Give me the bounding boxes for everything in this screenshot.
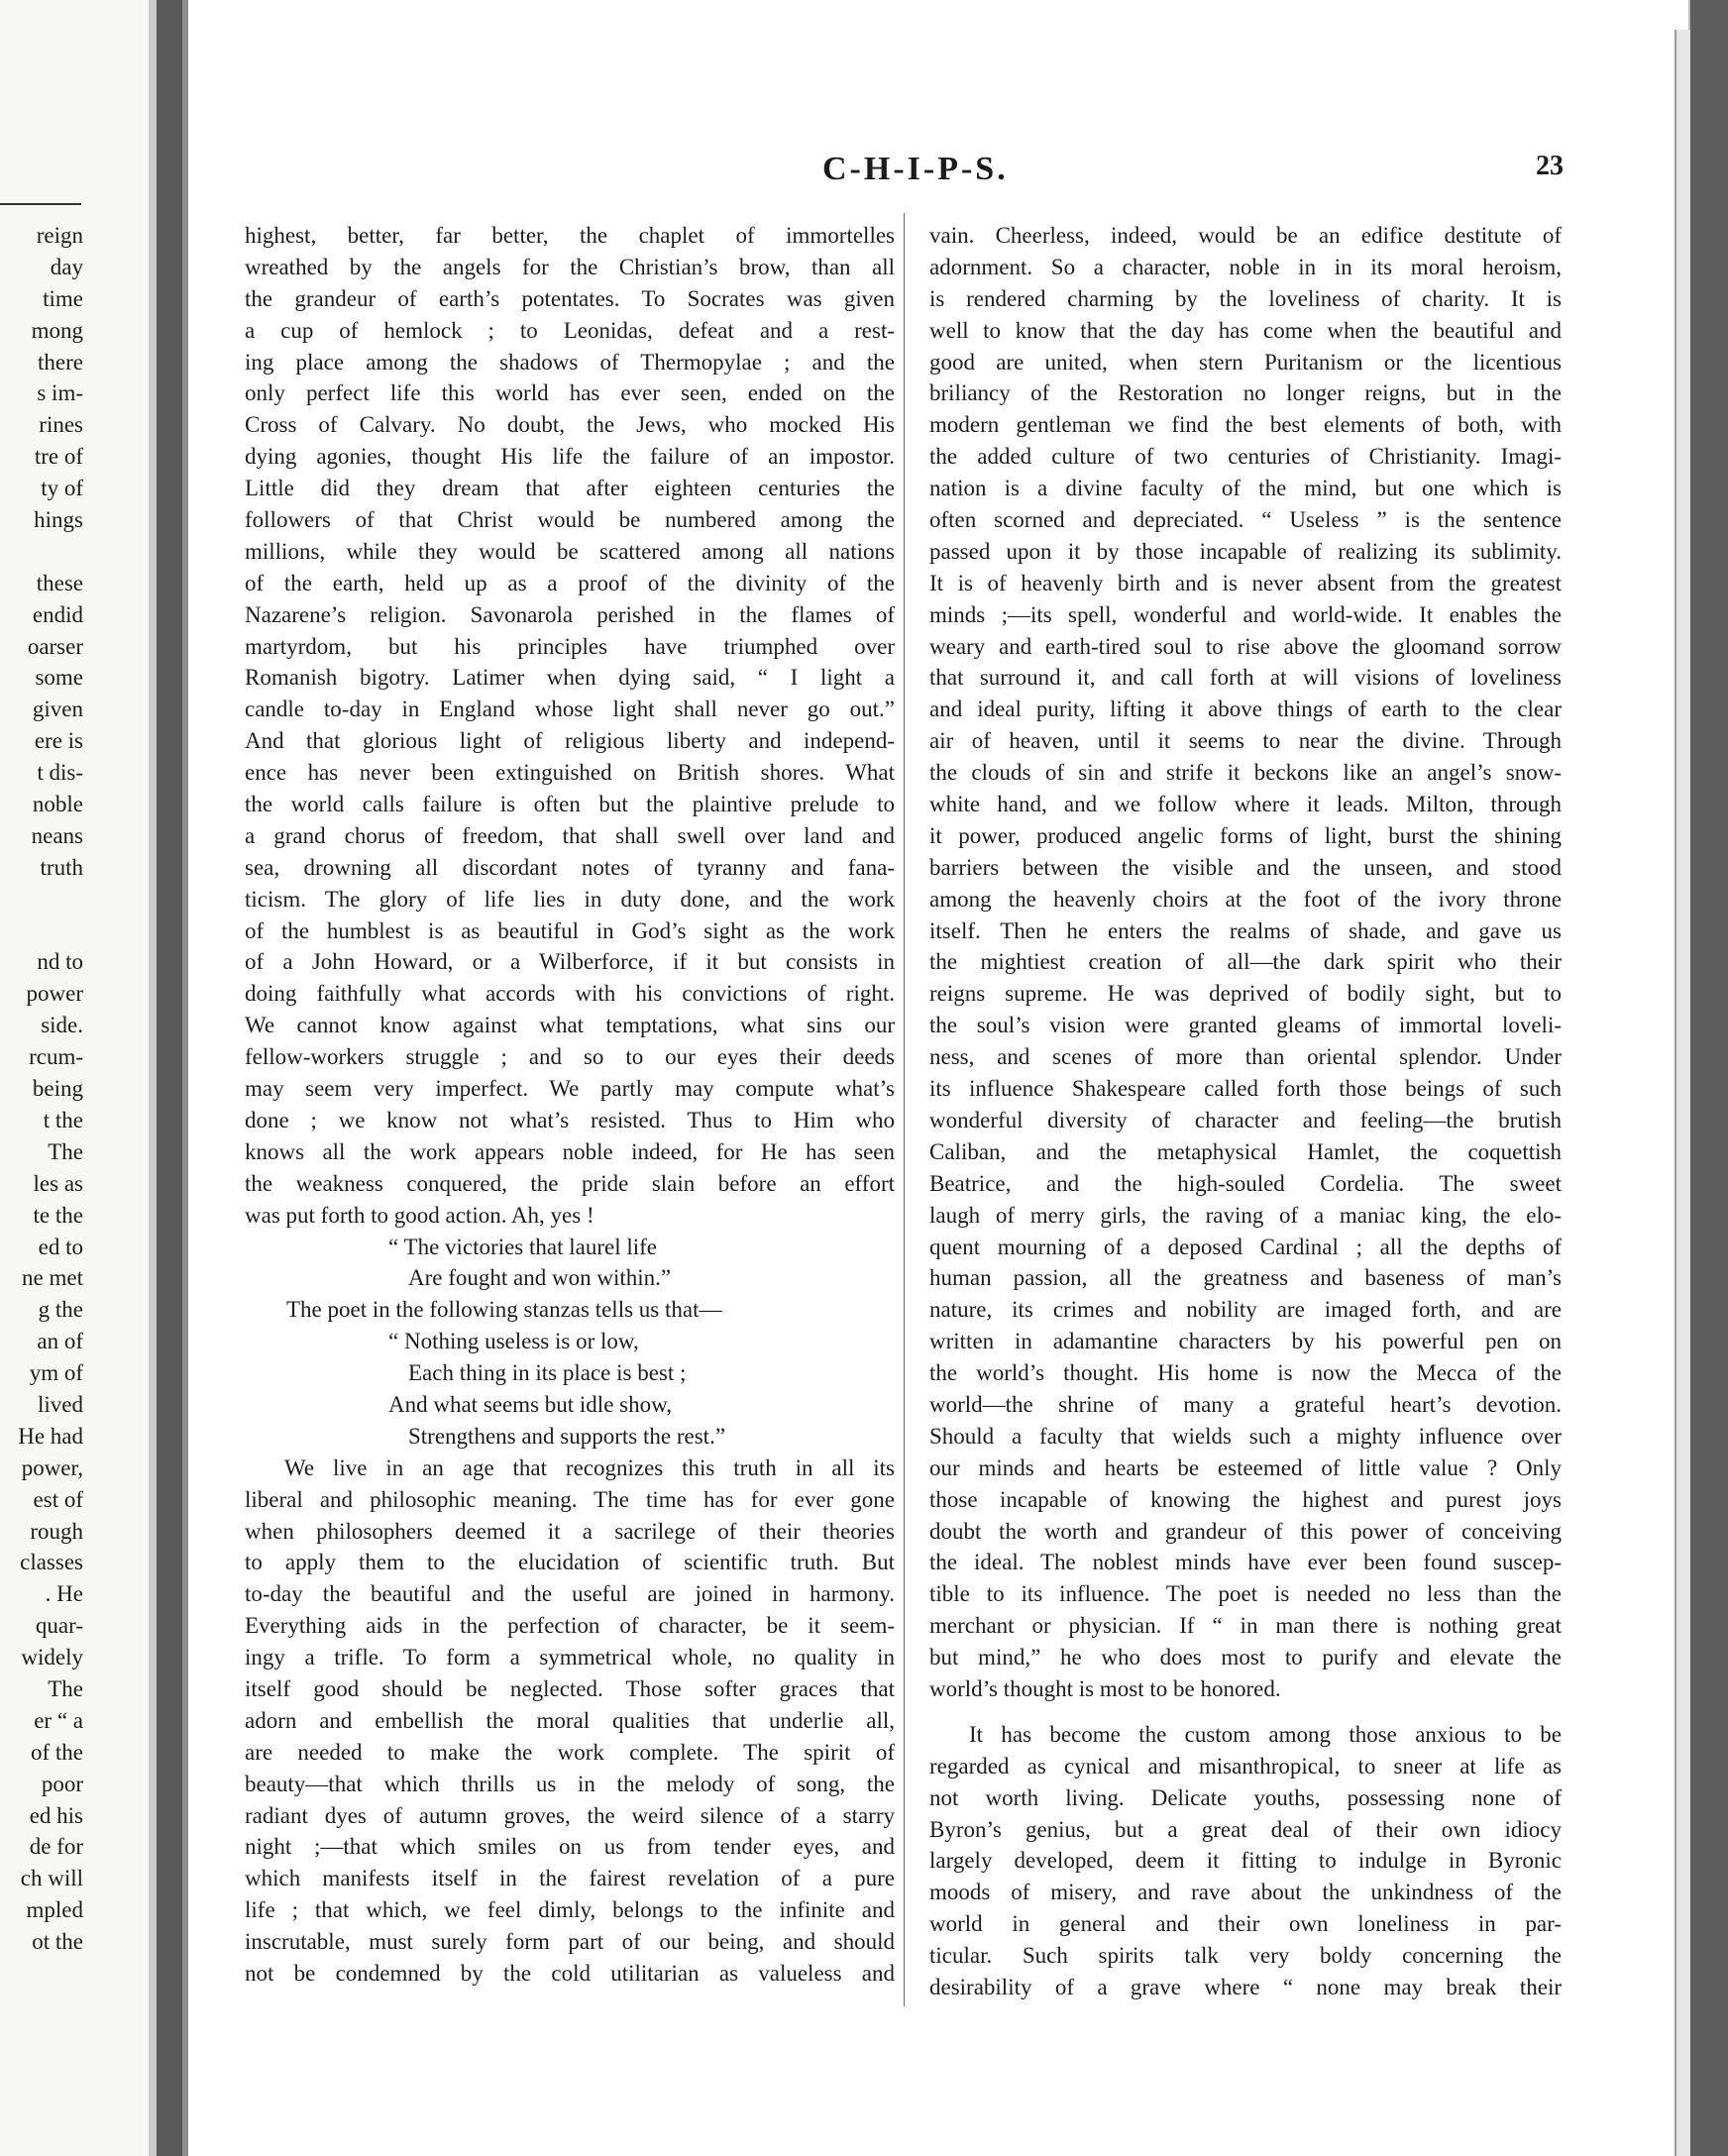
facing-page-line: mpled (26, 1897, 83, 1923)
text-line: regarded as cynical and misanthropical, to sneer at life as (929, 1753, 1562, 1779)
text-line: passed upon it by those incapable of realizing its sublimity. (929, 538, 1562, 564)
facing-page-line: The (48, 1138, 83, 1164)
text-line: but mind,” he who does most to purify and elevate the (929, 1645, 1562, 1671)
facing-page-line: hings (34, 507, 83, 533)
text-line: doubt the worth and grandeur of this power of conceiving (929, 1518, 1562, 1544)
facing-page-line: er “ a (34, 1707, 83, 1733)
text-line: ing place among the shadows of Thermopylae ; and the (245, 349, 895, 375)
right-column (929, 220, 1562, 2003)
text-line: knows all the work appears noble indeed, for He has seen (245, 1138, 895, 1164)
text-line: merchant or physician. If “ in man there is nothing great (929, 1613, 1562, 1639)
text-line: world—the shrine of many a grateful heart’s devotion. (929, 1391, 1562, 1417)
text-line: Everything aids in the perfection of character, be it seem- (245, 1613, 895, 1639)
text-line: world in general and their own loneliness in par- (929, 1911, 1562, 1937)
text-line: We live in an age that recognizes this truth in all its (284, 1455, 895, 1480)
text-line: the clouds of sin and strife it beckons like an angel’s snow- (929, 760, 1562, 786)
facing-page-line (0, 916, 83, 947)
text-line: the ideal. The noblest minds have ever been found suscep- (929, 1550, 1562, 1575)
page-stack-edge (1674, 30, 1690, 2156)
facing-page-line: classes (20, 1550, 83, 1575)
facing-page-line: there (38, 349, 83, 375)
text-line: may seem very imperfect. We partly may compute what’s (245, 1076, 895, 1102)
facing-page-line: noble (32, 792, 83, 817)
facing-page-line: g the (38, 1297, 83, 1323)
facing-page-line: quar- (35, 1613, 83, 1639)
text-line: beauty—that which thrills us in the melody of song, the (245, 1771, 895, 1796)
text-line: modern gentleman we find the best elements of both, with (929, 412, 1562, 438)
facing-page-line: rines (39, 412, 83, 438)
text-line: millions, while they would be scattered among all nations (245, 538, 895, 564)
text-line: a grand chorus of freedom, that shall swell over land and (245, 822, 895, 848)
facing-page-line: ot the (32, 1929, 83, 1955)
text-line: quent mourning of a deposed Cardinal ; all the depths of (929, 1234, 1562, 1259)
facing-page-line: ne met (22, 1265, 83, 1291)
verse-line: Each thing in its place is best ; (408, 1360, 687, 1386)
text-line: ticular. Such spirits talk very boldy concerning the (929, 1943, 1562, 1969)
text-line: not be condemned by the cold utilitarian as valueless and (245, 1960, 895, 1986)
facing-page-line: les as (33, 1170, 83, 1196)
text-line: adorn and embellish the moral qualities that underlie all, (245, 1707, 895, 1733)
text-line: minds ;—its spell, wonderful and world-wide. It enables the (929, 601, 1562, 627)
facing-page-line (0, 884, 83, 916)
text-line: air of heaven, until it seems to near the divine. Through (929, 728, 1562, 754)
facing-page-line: some (35, 665, 83, 691)
facing-page-line: rough (30, 1518, 83, 1544)
text-line: dying agonies, thought His life the failure of an impostor. (245, 444, 895, 470)
text-line: its influence Shakespeare called forth those beings of such (929, 1076, 1562, 1102)
text-line: It is of heavenly birth and is never absent from the greatest (929, 570, 1562, 595)
text-line: ence has never been extinguished on British shores. What (245, 760, 895, 786)
text-line: reigns supreme. He was deprived of bodily sight, but to (929, 981, 1562, 1007)
binding-edge (182, 0, 188, 2156)
facing-page-line: power, (21, 1455, 83, 1480)
text-line: our minds and hearts be esteemed of little value ? Only (929, 1455, 1562, 1480)
text-line: We cannot know against what temptations, what sins our (245, 1013, 895, 1038)
facing-page-text (0, 220, 83, 1958)
text-line: radiant dyes of autumn groves, the weird silence of a starry (245, 1802, 895, 1828)
text-line: candle to-day in England whose light shall never go out.” (245, 697, 895, 722)
text-line: and ideal purity, lifting it above things of earth to the clear (929, 697, 1562, 722)
text-line: among the heavenly choirs at the foot of the ivory throne (929, 886, 1562, 912)
text-line: those incapable of knowing the highest and purest joys (929, 1486, 1562, 1512)
text-line: highest, better, far better, the chaplet of immortelles (245, 223, 895, 248)
text-line: white hand, and we follow where it leads. Milton, through (929, 792, 1562, 817)
text-line: nation is a divine faculty of the mind, but one which is (929, 476, 1562, 501)
verse-line: And what seems but idle show, (388, 1391, 672, 1417)
facing-page-line: rcum- (29, 1044, 83, 1070)
text-line: vain. Cheerless, indeed, would be an edifice destitute of (929, 223, 1562, 248)
text-line: Nazarene’s religion. Savonarola perished in the flames of (245, 601, 895, 627)
facing-page-line: power (26, 981, 83, 1007)
facing-page-line: ed to (38, 1234, 83, 1259)
text-line: Little did they dream that after eighteen centuries the (245, 476, 895, 501)
facing-page-line: reign (36, 223, 83, 248)
text-line: was put forth to good action. Ah, yes ! (245, 1202, 594, 1228)
facing-page-line: neans (31, 822, 83, 848)
text-line: desirability of a grave where “ none may break their (929, 1974, 1562, 1999)
binding-shadow (149, 0, 157, 2156)
facing-page-line: widely (21, 1645, 83, 1671)
text-line: inscrutable, must surely form part of our being, and should (245, 1929, 895, 1955)
facing-page-line: tre of (34, 444, 83, 470)
text-line: adornment. So a character, noble in in its moral heroism, (929, 254, 1562, 279)
text-line: Caliban, and the metaphysical Hamlet, the coquettish (929, 1138, 1562, 1164)
text-line: the grandeur of earth’s potentates. To Socrates was given (245, 285, 895, 311)
text-line: to apply them to the elucidation of scientific truth. But (245, 1550, 895, 1575)
text-line: doing faithfully what accords with his convictions of right. (245, 981, 895, 1007)
paragraph-gap (929, 1705, 1562, 1719)
text-line: human passion, all the greatness and baseness of man’s (929, 1265, 1562, 1291)
facing-page-line: lived (38, 1391, 83, 1417)
text-line: It has become the custom among those anxious to be (969, 1721, 1562, 1747)
facing-page-line: . He (45, 1581, 83, 1607)
facing-page-line: these (36, 570, 83, 595)
facing-page-line: est of (33, 1486, 83, 1512)
facing-page-line: ym of (29, 1360, 83, 1386)
text-line: briliancy of the Restoration no longer reigns, but in the (929, 380, 1562, 406)
text-line: the weakness conquered, the pride slain before an effort (245, 1170, 895, 1196)
facing-page-line: given (32, 697, 83, 722)
book-cover-edge (1690, 0, 1728, 2156)
verse-line: Are fought and won within.” (408, 1265, 672, 1291)
text-line: night ;—that which smiles on us from tender eyes, and (245, 1834, 895, 1860)
text-line: nature, its crimes and nobility are imaged forth, and are (929, 1297, 1562, 1323)
facing-page-line: endid (32, 601, 83, 627)
facing-page-line: ed his (29, 1802, 83, 1828)
text-line: done ; we know not what’s resisted. Thus to Him who (245, 1107, 895, 1132)
facing-page-line: truth (40, 854, 83, 880)
text-line: Byron’s genius, but a great deal of their own idiocy (929, 1816, 1562, 1842)
facing-page-line: ty of (41, 476, 83, 501)
facing-page-line: day (50, 254, 83, 279)
text-line: not worth living. Delicate youths, possessing none of (929, 1784, 1562, 1810)
text-line: wreathed by the angels for the Christian’s brow, than all (245, 254, 895, 279)
text-line: world’s thought is most to be honored. (929, 1675, 1281, 1701)
text-line: weary and earth-tired soul to rise above the gloomand sorrow (929, 633, 1562, 659)
text-line: that surround it, and call forth at will visions of loveliness (929, 665, 1562, 691)
text-line: Beatrice, and the high-souled Cordelia. The sweet (929, 1170, 1562, 1196)
text-line: ness, and scenes of more than oriental splendor. Under (929, 1044, 1562, 1070)
text-line: the mightiest creation of all—the dark spirit who their (929, 949, 1562, 975)
text-line: often scorned and depreciated. “ Useless ” is the sentence (929, 507, 1562, 533)
facing-page-line: of the (30, 1739, 83, 1765)
text-line: followers of that Christ would be numbered among the (245, 507, 895, 533)
page-number: 23 (1536, 151, 1564, 181)
text-line: life ; that which, we feel dimly, belongs to the infinite and (245, 1897, 895, 1923)
facing-page-line: te the (33, 1202, 83, 1228)
text-line: are needed to make the work complete. The spirit of (245, 1739, 895, 1765)
text-line: liberal and philosophic meaning. The time has for ever gone (245, 1486, 895, 1512)
text-line: Romanish bigotry. Latimer when dying said, “ I light a (245, 665, 895, 691)
text-line: the world calls failure is often but the plaintive prelude to (245, 792, 895, 817)
facing-page-line (0, 536, 83, 568)
text-line: fellow-workers struggle ; and so to our eyes their deeds (245, 1044, 895, 1070)
facing-page-line: an of (37, 1329, 83, 1354)
text-line: written in adamantine characters by his powerful pen on (929, 1329, 1562, 1354)
facing-page-line: poor (41, 1771, 83, 1796)
facing-page-line: side. (41, 1013, 83, 1038)
facing-page-line: oarser (27, 633, 83, 659)
text-line: is rendered charming by the loveliness of charity. It is (929, 285, 1562, 311)
facing-page-line: nd to (37, 949, 83, 975)
text-line: wonderful diversity of character and feeling—the brutish (929, 1107, 1562, 1132)
text-line: good are united, when stern Puritanism or the licentious (929, 349, 1562, 375)
text-line: itself. Then he enters the realms of shade, and gave us (929, 917, 1562, 943)
text-line: moods of misery, and rave about the unkindness of the (929, 1880, 1562, 1905)
text-line: a cup of hemlock ; to Leonidas, defeat and a rest- (245, 317, 895, 343)
left-column (245, 220, 895, 1990)
facing-page-line: t dis- (37, 760, 83, 786)
text-line: ticism. The glory of life lies in duty done, and the work (245, 886, 895, 912)
text-line: sea, drowning all discordant notes of tyranny and fana- (245, 854, 895, 880)
text-line: the added culture of two centuries of Christianity. Imagi- (929, 444, 1562, 470)
facing-page-line: being (32, 1076, 83, 1102)
text-line: when philosophers deemed it a sacrilege of their theories (245, 1518, 895, 1544)
verse-line: “ Nothing useless is or low, (388, 1329, 639, 1354)
text-line: only perfect life this world has ever seen, ended on the (245, 380, 895, 406)
text-line: of the humblest is as beautiful in God’s sight as the work (245, 917, 895, 943)
text-line: martyrdom, but his principles have triumphed over (245, 633, 895, 659)
facing-page-line: s im- (37, 380, 83, 406)
facing-page-line: He had (18, 1423, 83, 1449)
facing-page-line: time (43, 285, 83, 311)
facing-page-rule (0, 203, 81, 205)
text-line: ingy a trifle. To form a symmetrical whole, no quality in (245, 1645, 895, 1671)
running-head: C-H-I-P-S. (822, 151, 1009, 187)
text-line: which manifests itself in the fairest revelation of a pure (245, 1866, 895, 1891)
text-line: Cross of Calvary. No doubt, the Jews, who mocked His (245, 412, 895, 438)
verse-line: “ The victories that laurel life (388, 1234, 657, 1259)
facing-page-line: The (48, 1675, 83, 1701)
facing-page-line: ch will (20, 1866, 83, 1891)
book-spine (157, 0, 182, 2156)
text-line: Should a faculty that wields such a mighty influence over (929, 1423, 1562, 1449)
text-line: to-day the beautiful and the useful are joined in harmony. (245, 1581, 895, 1607)
text-line: it power, produced angelic forms of light, burst the shining (929, 822, 1562, 848)
column-divider (904, 213, 905, 2006)
facing-page-fragment (0, 0, 149, 2156)
text-line: of the earth, held up as a proof of the divinity of the (245, 570, 895, 595)
facing-page-line: t the (43, 1107, 83, 1132)
text-line: the soul’s vision were granted gleams of immortal loveli- (929, 1013, 1562, 1038)
facing-page-line: mong (31, 317, 83, 343)
text-line: well to know that the day has come when the beautiful and (929, 317, 1562, 343)
text-line: of a John Howard, or a Wilberforce, if it but consists in (245, 949, 895, 975)
text-line: largely developed, deem it fitting to indulge in Byronic (929, 1848, 1562, 1874)
facing-page-line: de for (29, 1834, 83, 1860)
verse-line: Strengthens and supports the rest.” (408, 1423, 726, 1449)
facing-page-line: ere is (34, 728, 83, 754)
text-line: tible to its influence. The poet is needed no less than the (929, 1581, 1562, 1607)
text-line: And that glorious light of religious liberty and independ- (245, 728, 895, 754)
verse-intro: The poet in the following stanzas tells us that— (286, 1297, 722, 1323)
text-line: the world’s thought. His home is now the Mecca of the (929, 1360, 1562, 1386)
text-line: itself good should be neglected. Those softer graces that (245, 1675, 895, 1701)
text-line: laugh of merry girls, the raving of a maniac king, the elo- (929, 1202, 1562, 1228)
page-header (188, 151, 1595, 200)
text-line: barriers between the visible and the unseen, and stood (929, 854, 1562, 880)
